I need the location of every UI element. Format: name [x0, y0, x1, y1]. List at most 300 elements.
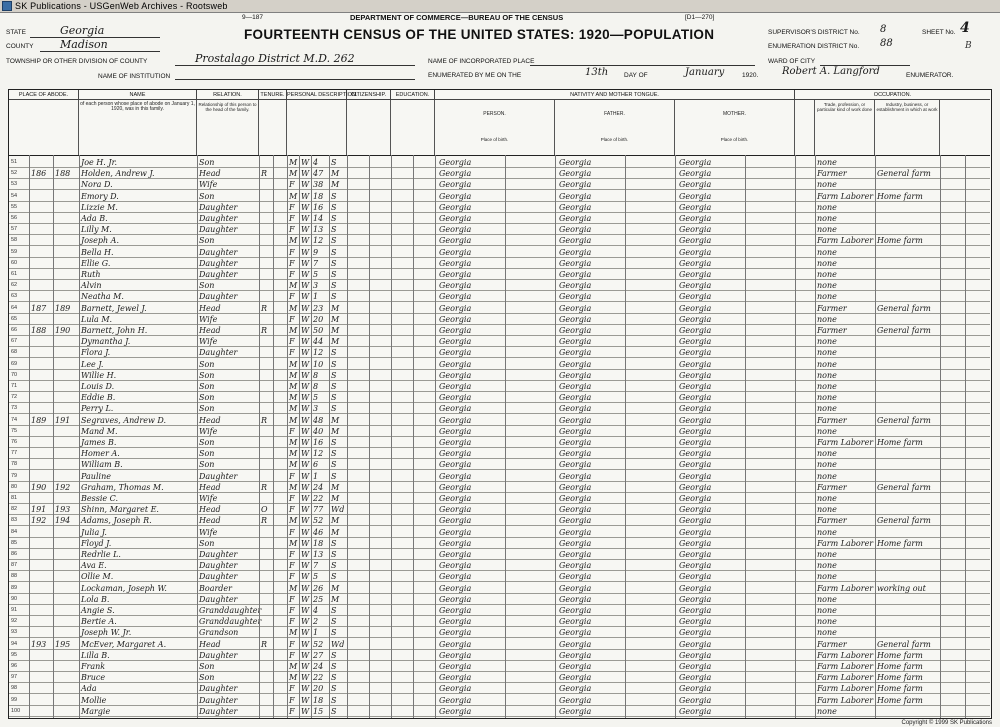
line-number: 83 [11, 517, 18, 524]
line-number: 97 [11, 674, 18, 681]
marital-status: Wd [331, 505, 345, 515]
table-row [9, 482, 990, 493]
race: W [301, 695, 310, 705]
sex: M [289, 191, 298, 201]
mother-birthplace: Georgia [679, 337, 712, 347]
group-personal: PERSONAL DESCRIPTION. [287, 92, 358, 98]
incorporated-place-label: NAME OF INCORPORATED PLACE [428, 58, 535, 65]
person-name: Joe H. Jr. [81, 158, 118, 167]
sex: F [289, 348, 295, 358]
enumerated-year: 1920. [742, 72, 759, 79]
table-row [9, 616, 990, 627]
industry [877, 157, 939, 168]
race: W [301, 449, 310, 459]
mother-birthplace: Georgia [679, 594, 712, 604]
race: W [301, 303, 310, 313]
table-row [9, 325, 990, 336]
person-name: Joseph W. Jr. [81, 628, 132, 638]
occupation: Farm Laborer [817, 438, 874, 447]
dwelling-number [31, 683, 53, 694]
marital-status: S [331, 225, 337, 235]
family-number [55, 583, 77, 594]
industry [877, 571, 939, 582]
relation: Wife [199, 180, 218, 190]
marital-status: S [331, 561, 337, 571]
table-row [9, 191, 990, 202]
age: 24 [313, 482, 324, 492]
line-number: 98 [11, 685, 18, 692]
industry [877, 291, 939, 302]
marital-status: S [331, 214, 337, 223]
relation: Daughter [199, 225, 238, 235]
family-number [55, 314, 77, 325]
subhdr-abode [9, 100, 79, 155]
age: 44 [313, 337, 324, 347]
relation: Daughter [199, 684, 238, 694]
marital-status: M [331, 527, 340, 537]
age: 23 [313, 303, 324, 313]
family-number: 190 [55, 326, 71, 335]
tenure [261, 471, 273, 482]
family-number [55, 280, 77, 291]
column-divider [965, 155, 966, 718]
table-row [9, 650, 990, 661]
table-row [9, 661, 990, 672]
relation: Daughter [199, 292, 238, 302]
table-row [9, 224, 990, 235]
line-number: 53 [11, 181, 18, 188]
tenure [261, 247, 273, 258]
marital-status: S [331, 404, 337, 414]
line-number: 89 [11, 584, 18, 591]
dwelling-number [31, 314, 53, 325]
relation: Daughter [199, 572, 238, 582]
table-row [9, 291, 990, 302]
tenure [261, 403, 273, 414]
father-birthplace: Georgia [559, 292, 592, 302]
person-name: Louis D. [81, 382, 115, 391]
marital-status: M [331, 169, 340, 179]
father-birthplace: Georgia [559, 639, 592, 649]
enumeration-value: 88 [880, 38, 893, 49]
age: 18 [313, 695, 324, 705]
industry [877, 269, 939, 280]
relation: Wife [199, 337, 218, 347]
occupation: Farmer [817, 169, 847, 179]
age: 50 [313, 326, 324, 335]
industry: Home farm [877, 538, 923, 548]
tenure: R [261, 516, 268, 526]
family-number [55, 493, 77, 504]
group-nativity: NATIVITY AND MOTHER TONGUE. [435, 90, 795, 100]
occupation: Farm Laborer [817, 684, 874, 694]
relation: Daughter [199, 202, 238, 212]
table-row [9, 269, 990, 280]
birthplace: Georgia [439, 314, 472, 324]
birthplace: Georgia [439, 337, 472, 347]
column-divider [273, 155, 274, 718]
age: 1 [313, 292, 319, 302]
ward-label: WARD OF CITY [768, 58, 816, 65]
dwelling-number: 188 [31, 326, 47, 335]
birthplace: Georgia [439, 538, 472, 548]
age: 6 [313, 460, 319, 470]
line-number: 82 [11, 506, 18, 513]
race: W [301, 225, 310, 235]
marital-status: M [331, 337, 340, 347]
family-number [55, 347, 77, 358]
father-birthplace: Georgia [559, 337, 592, 347]
industry: working out [877, 583, 926, 593]
father-birthplace: Georgia [559, 583, 592, 593]
birthplace: Georgia [439, 348, 472, 358]
father-birthplace: Georgia [559, 505, 592, 515]
relation: Wife [199, 314, 218, 324]
mother-birthplace: Georgia [679, 494, 712, 503]
dwelling-number [31, 560, 53, 571]
column-divider [815, 155, 816, 718]
tenure [261, 202, 273, 213]
line-number: 67 [11, 338, 18, 345]
person-name: William B. [81, 460, 123, 470]
person-name: Perry L. [81, 404, 114, 414]
sex: M [289, 404, 298, 414]
family-number [55, 706, 77, 717]
subhdr-class [940, 100, 990, 155]
father-birthplace: Georgia [559, 191, 592, 201]
age: 1 [313, 628, 319, 638]
table-row [9, 695, 990, 706]
occupation: none [817, 471, 837, 481]
column-divider [79, 155, 80, 718]
family-number [55, 291, 77, 302]
line-number: 91 [11, 607, 18, 613]
occupation: none [817, 628, 837, 638]
marital-status: M [331, 594, 340, 604]
industry [877, 202, 939, 213]
birthplace: Georgia [439, 202, 472, 212]
relation: Wife [199, 494, 218, 503]
father-birthplace: Georgia [559, 617, 592, 627]
industry [877, 459, 939, 470]
age: 26 [313, 583, 324, 593]
father-birthplace: Georgia [559, 572, 592, 582]
table-row [9, 571, 990, 582]
industry: Home farm [877, 438, 923, 447]
age: 3 [313, 404, 319, 414]
mother-birthplace: Georgia [679, 314, 712, 324]
person-name: Lilly M. [81, 225, 112, 235]
relation: Son [199, 158, 215, 167]
mother-birthplace: Georgia [679, 527, 712, 537]
person-name: Lula M. [81, 314, 113, 324]
father-birthplace: Georgia [559, 426, 592, 436]
occupation: none [817, 281, 837, 291]
age: 9 [313, 247, 319, 257]
marital-status: M [331, 516, 340, 526]
header-bottom-rule [9, 155, 990, 156]
birthplace: Georgia [439, 673, 472, 683]
occupation: none [817, 606, 837, 615]
race: W [301, 404, 310, 414]
line-number: 93 [11, 629, 18, 636]
mother-birthplace: Georgia [679, 382, 712, 391]
family-number [55, 179, 77, 190]
subhdr-father-birth: Place of birth. [600, 137, 629, 142]
marital-status: S [331, 606, 337, 615]
age: 18 [313, 191, 324, 201]
county-underline [40, 51, 160, 52]
industry [877, 471, 939, 482]
person-name: Ada [81, 684, 97, 694]
subhdr-name: of each person whose place of abode on January 1, 1920, was in this family. [79, 100, 197, 155]
family-number [55, 683, 77, 694]
tenure [261, 370, 273, 381]
race: W [301, 505, 310, 515]
subhdr-able-english [795, 100, 815, 155]
relation: Son [199, 393, 215, 403]
relation: Son [199, 662, 215, 671]
birthplace: Georgia [439, 326, 472, 335]
birthplace: Georgia [439, 594, 472, 604]
mother-birthplace: Georgia [679, 662, 712, 671]
marital-status: S [331, 292, 337, 302]
father-birthplace: Georgia [559, 281, 592, 291]
birthplace: Georgia [439, 303, 472, 313]
dwelling-number [31, 291, 53, 302]
mother-birthplace: Georgia [679, 404, 712, 414]
relation: Daughter [199, 706, 238, 716]
sex: M [289, 482, 298, 492]
birthplace: Georgia [439, 494, 472, 503]
person-name: Ruth [81, 270, 101, 279]
occupation: Farm Laborer [817, 191, 874, 201]
group-name: NAME [79, 90, 197, 100]
tenure [261, 459, 273, 470]
person-name: Julia J. [81, 527, 107, 537]
marital-status: S [331, 236, 337, 246]
race: W [301, 359, 310, 369]
relation: Head [199, 639, 221, 649]
industry [877, 224, 939, 235]
family-number: 193 [55, 505, 71, 515]
age: 1 [313, 471, 319, 481]
birthplace: Georgia [439, 438, 472, 447]
dwelling-number [31, 280, 53, 291]
sex: M [289, 326, 298, 335]
table-row [9, 403, 990, 414]
line-number: 99 [11, 696, 18, 703]
industry: General farm [877, 303, 931, 313]
sex: M [289, 303, 298, 313]
occupation: Farmer [817, 639, 847, 649]
industry: Home farm [877, 236, 923, 246]
form-code: [D1—270] [685, 14, 715, 21]
birthplace: Georgia [439, 572, 472, 582]
family-number: 195 [55, 639, 71, 649]
group-tenure: TENURE. [259, 90, 287, 100]
race: W [301, 550, 310, 559]
person-name: Joseph A. [81, 236, 119, 246]
occupation: none [817, 426, 837, 436]
table-row [9, 179, 990, 190]
occupation: none [817, 348, 837, 358]
mother-birthplace: Georgia [679, 639, 712, 649]
mother-birthplace: Georgia [679, 326, 712, 335]
dwelling-number [31, 661, 53, 672]
industry: General farm [877, 326, 931, 335]
race: W [301, 594, 310, 604]
birthplace: Georgia [439, 180, 472, 190]
mother-birthplace: Georgia [679, 695, 712, 705]
occupation: Farm Laborer [817, 236, 874, 246]
sex: F [289, 214, 295, 223]
county-value: Madison [60, 38, 108, 51]
race: W [301, 281, 310, 291]
occupation: none [817, 460, 837, 470]
occupation: Farm Laborer [817, 538, 874, 548]
incorporated-underline [530, 65, 755, 66]
dwelling-number [31, 549, 53, 560]
industry: General farm [877, 639, 931, 649]
race: W [301, 482, 310, 492]
marital-status: Wd [331, 639, 345, 649]
marital-status: M [331, 303, 340, 313]
birthplace: Georgia [439, 617, 472, 627]
person-name: Neatha M. [81, 292, 124, 302]
marital-status: S [331, 370, 337, 380]
table-row [9, 258, 990, 269]
mother-birthplace: Georgia [679, 516, 712, 526]
column-divider [435, 155, 436, 718]
relation: Son [199, 236, 215, 246]
relation: Granddaughter [199, 606, 262, 615]
age: 5 [313, 270, 319, 279]
tenure [261, 157, 273, 168]
family-number [55, 247, 77, 258]
table-row [9, 314, 990, 325]
tenure [261, 291, 273, 302]
person-name: Alvin [81, 281, 102, 291]
relation: Son [199, 673, 215, 683]
father-birthplace: Georgia [559, 438, 592, 447]
table-row [9, 426, 990, 437]
father-birthplace: Georgia [559, 303, 592, 313]
occupation: Farmer [817, 326, 847, 335]
age: 15 [313, 706, 324, 716]
birthplace: Georgia [439, 270, 472, 279]
sex: M [289, 538, 298, 548]
marital-status: M [331, 426, 340, 436]
father-birthplace: Georgia [559, 449, 592, 459]
industry: Home farm [877, 695, 923, 705]
birthplace: Georgia [439, 158, 472, 167]
sex: M [289, 236, 298, 246]
sex: F [289, 695, 295, 705]
table-row [9, 504, 990, 515]
table-row [9, 493, 990, 504]
occupation: none [817, 617, 837, 627]
mother-birthplace: Georgia [679, 606, 712, 615]
supervisor-value: 8 [880, 24, 887, 35]
relation: Head [199, 415, 221, 425]
occupation: none [817, 370, 837, 380]
line-number: 61 [11, 271, 18, 277]
sex: F [289, 258, 295, 268]
birthplace: Georgia [439, 471, 472, 481]
tenure [261, 672, 273, 683]
birthplace: Georgia [439, 393, 472, 403]
age: 38 [313, 180, 324, 190]
birthplace: Georgia [439, 169, 472, 179]
birthplace: Georgia [439, 695, 472, 705]
relation: Son [199, 438, 215, 447]
subhdr-person-birth: Place of birth. [480, 137, 509, 142]
father-birthplace: Georgia [559, 628, 592, 638]
dwelling-number [31, 336, 53, 347]
industry [877, 359, 939, 370]
mother-birthplace: Georgia [679, 236, 712, 246]
age: 4 [313, 606, 319, 615]
relation: Head [199, 516, 221, 526]
column-divider [287, 155, 288, 718]
marital-status: S [331, 258, 337, 268]
birthplace: Georgia [439, 404, 472, 414]
age: 8 [313, 382, 319, 391]
person-name: Holden, Andrew J. [81, 169, 155, 179]
relation: Wife [199, 426, 218, 436]
column-divider [795, 155, 796, 718]
marital-status: S [331, 550, 337, 559]
industry [877, 706, 939, 717]
person-name: Lola B. [81, 594, 110, 604]
birthplace: Georgia [439, 214, 472, 223]
column-divider [555, 155, 556, 718]
father-birthplace: Georgia [559, 695, 592, 705]
dwelling-number [31, 235, 53, 246]
marital-status: M [331, 180, 340, 190]
dwelling-number [31, 571, 53, 582]
family-number [55, 191, 77, 202]
industry [877, 381, 939, 392]
sex: M [289, 382, 298, 391]
person-name: Bella H. [81, 247, 114, 257]
line-number: 94 [11, 640, 18, 647]
enumerated-prefix: ENUMERATED BY ME ON THE [428, 72, 522, 79]
father-birthplace: Georgia [559, 393, 592, 403]
father-birthplace: Georgia [559, 482, 592, 492]
mother-birthplace: Georgia [679, 370, 712, 380]
person-name: Frank [81, 662, 106, 671]
father-birthplace: Georgia [559, 527, 592, 537]
dwelling-number [31, 605, 53, 616]
line-number: 92 [11, 618, 18, 625]
person-name: Pauline [81, 471, 111, 481]
occupation: none [817, 594, 837, 604]
tenure [261, 594, 273, 605]
group-education: EDUCATION. [391, 90, 435, 100]
dwelling-number: 189 [31, 415, 47, 425]
column-divider [53, 155, 54, 718]
industry: Home farm [877, 673, 923, 683]
census-title: FOURTEENTH CENSUS OF THE UNITED STATES: 1920—POPULATION [244, 27, 715, 42]
relation: Son [199, 538, 215, 548]
person-name: Mollie [81, 695, 107, 705]
dwelling-number [31, 269, 53, 280]
subhdr-mother [675, 100, 795, 155]
sex: F [289, 550, 295, 559]
birthplace: Georgia [439, 225, 472, 235]
